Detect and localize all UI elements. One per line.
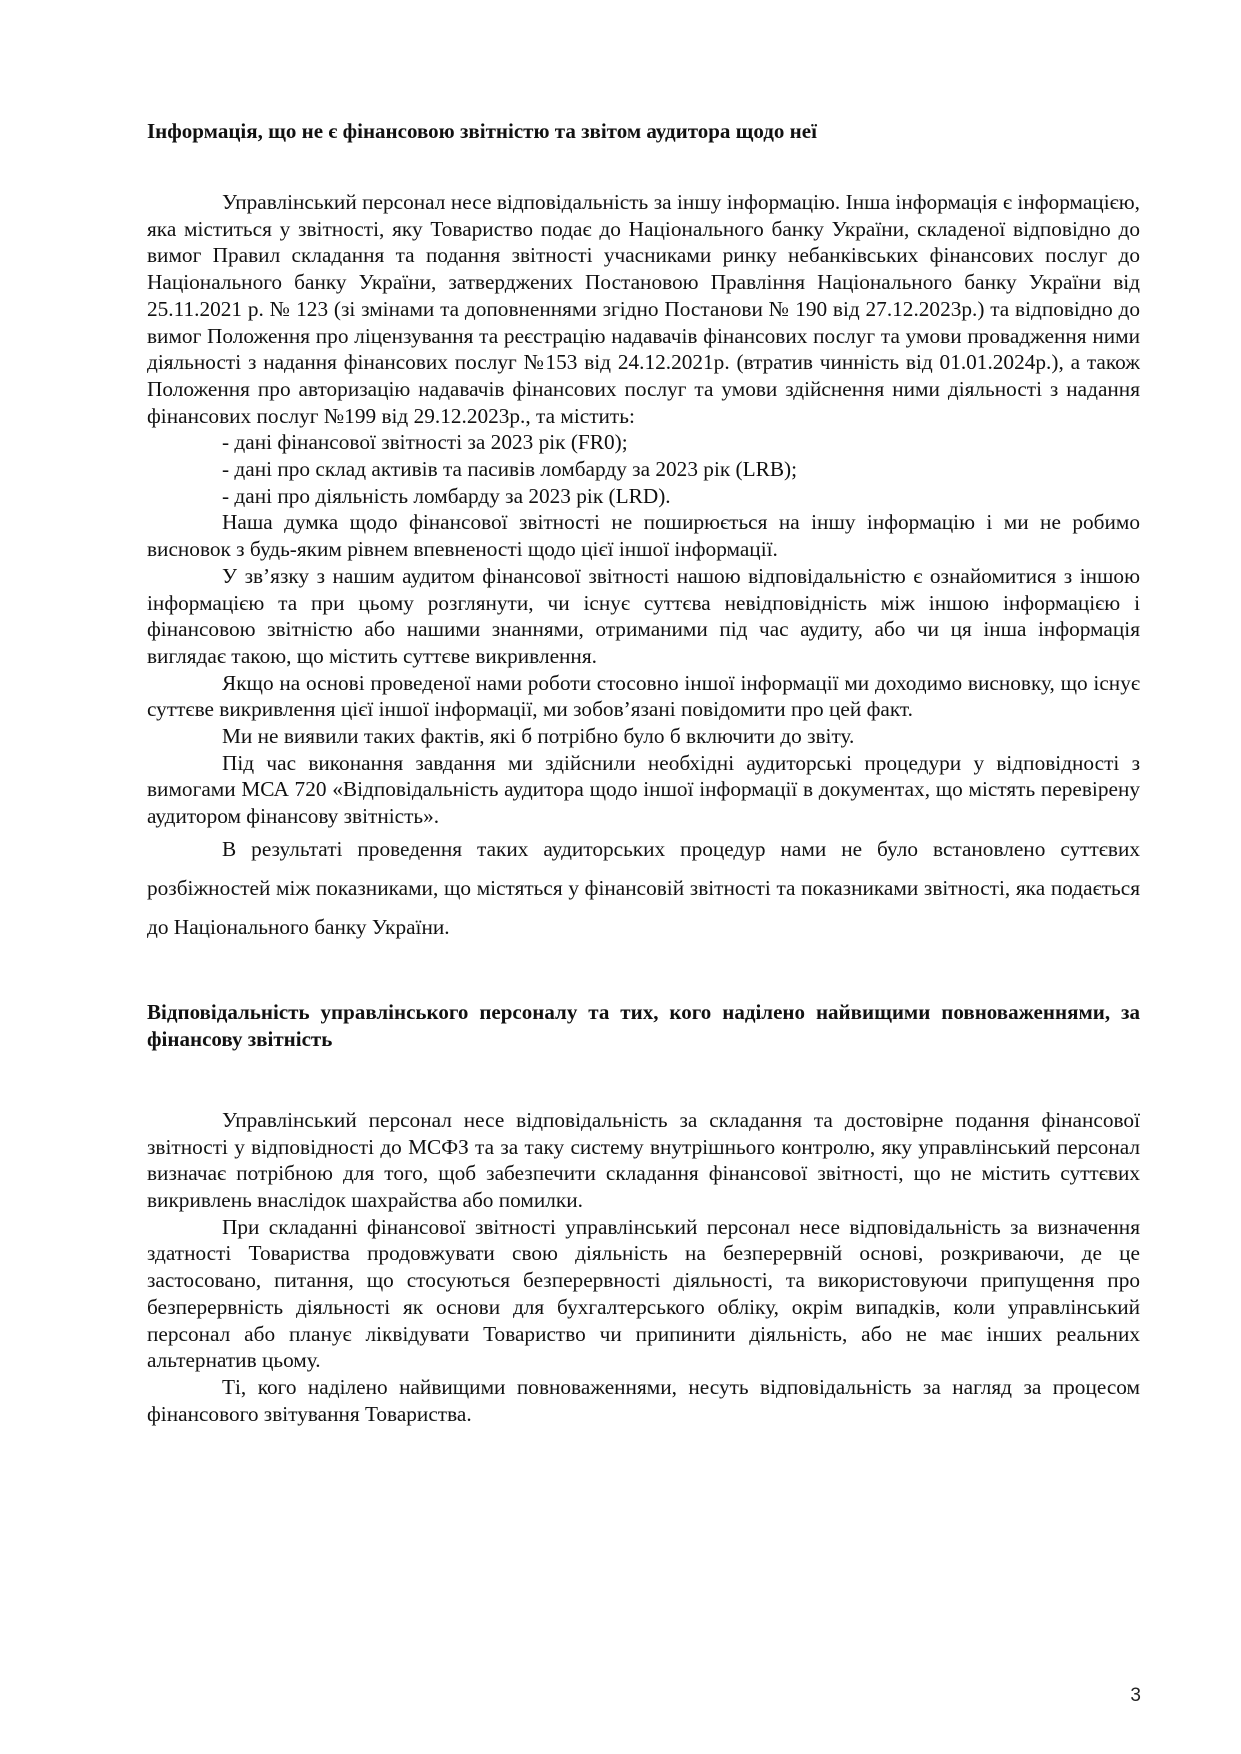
list-item: - дані про склад активів та пасивів ломбарду за 2023 рік (LRB); (222, 457, 798, 482)
paragraph-management-responsibility: Управлінський персонал несе відповідальність за складання та достовірне подання фінансової звітності у відповідності до МСФЗ та за таку систему внутрішнього контролю, яку управлінський персонал визначає потрібною для того, щоб забезпечити складання фінансової звітності, що не містить суттєвих викривлень внаслідок шахрайства або помилки. (147, 1107, 1140, 1212)
list-item: - дані фінансової звітності за 2023 рік (FR0); (222, 430, 628, 455)
paragraph-governance-oversight: Ті, кого наділено найвищими повноваженнями, несуть відповідальність за нагляд за процесом фінансового звітування Товариства. (147, 1374, 1140, 1426)
paragraph-going-concern: При складанні фінансової звітності управлінський персонал несе відповідальність за визначення здатності Товариства продовжувати свою діяльність на безперервній основі, розкриваючи, де це застосовано, питання, що стосуються безперервності діяльності, та використовуючи припущення про безперервність діяльності як основи для бухгалтерського обліку, окрім випадків, коли управлінський персонал або планує ліквідувати Товариство чи припинити діяльність, або не має інших реальних альтернатив цьому. (147, 1214, 1140, 1373)
paragraph-intro: Управлінський персонал несе відповідальність за іншу інформацію. Інша інформація є інформацією, яка міститься у звітності, яку Товариство подає до Національного банку України, складеної відповідно до вимог Правил складання та подання звітності учасниками ринку небанківських фінансових послуг до Національного банку України, затверджених Постановою Правління Національного банку України від 25.11.2021 р. № 123 (зі змінами та доповненнями згідно Постанови № 190 від 27.12.2023р.) та відповідно до вимог Положення про ліцензування та реєстрацію надавачів фінансових послуг та умови провадження ними діяльності з надання фінансових послуг №153 від 24.12.2021р. (втратив чинність від 01.01.2024р.), а також Положення про авторизацію надавачів фінансових послуг та умови здійснення ними діяльності з надання фінансових послуг №199 від 29.12.2023р., та містить: (147, 190, 1140, 428)
paragraph-result: В результаті проведення таких аудиторських процедур нами не було встановлено суттєвих розбіжностей між показниками, що містяться у фінансовій звітності та показниками звітності, яка подається до Національного банку України. (147, 836, 1140, 939)
paragraph-procedures: Під час виконання завдання ми здійснили необхідні аудиторські процедури у відповідності з вимогами МСА 720 «Відповідальність аудитора щодо іншої інформації в документах, що містять перевірену аудитором фінансову звітність». (147, 750, 1140, 829)
paragraph-misstatement: Якщо на основі проведеної нами роботи стосовно іншої інформації ми доходимо висновку, що існує суттєве викривлення цієї іншої інформації, ми зобов’язані повідомити про цей факт. (147, 670, 1140, 722)
section-heading-other-information: Інформація, що не є фінансовою звітністю та звітом аудитора щодо неї (147, 119, 817, 143)
paragraph-responsibility: У зв’язку з нашим аудитом фінансової звітності нашою відповідальністю є ознайомитися з іншою інформацією та при цьому розглянути, чи існує суттєва невідповідність між іншою інформацією і фінансовою звітністю або нашими знаннями, отриманими під час аудиту, або чи ця інша інформація виглядає такою, що містить суттєве викривлення. (147, 563, 1140, 668)
page-number: 3 (1130, 1685, 1141, 1706)
section-heading-management-responsibility: Відповідальність управлінського персоналу та тих, кого наділено найвищими повноваженнями, за фінансову звітність (147, 999, 1140, 1051)
list-item: - дані про діяльність ломбарду за 2023 рік (LRD). (222, 483, 671, 508)
paragraph-opinion-scope: Наша думка щодо фінансової звітності не поширюється на іншу інформацію і ми не робимо висновок з будь-яким рівнем впевненості щодо цієї іншої інформації. (147, 510, 1140, 562)
paragraph-no-facts: Ми не виявили таких фактів, які б потрібно було б включити до звіту. (222, 724, 855, 749)
page-content (147, 118, 1140, 1427)
